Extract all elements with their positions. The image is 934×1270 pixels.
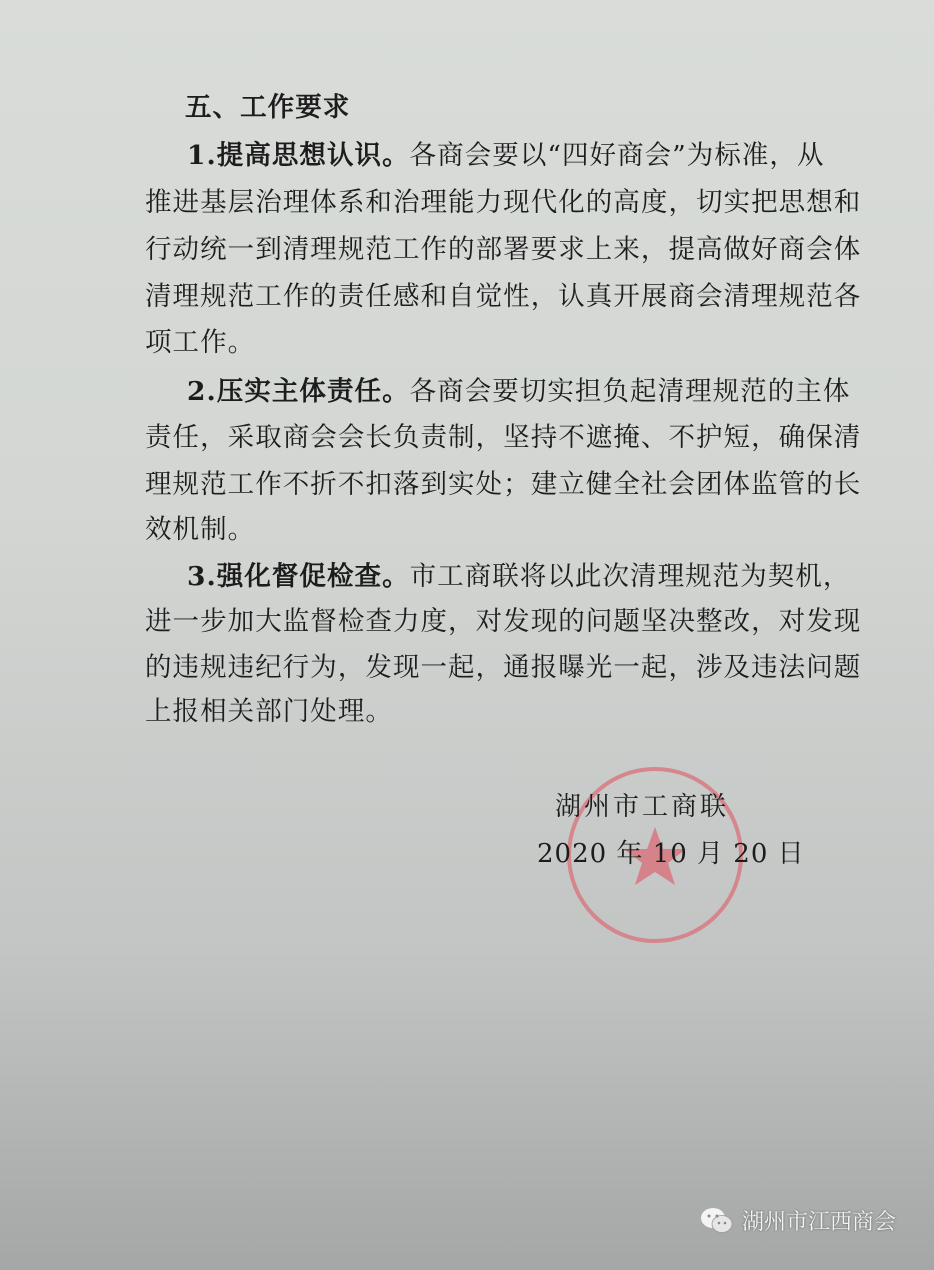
paragraph-2-line-4: 效机制。 [145, 514, 256, 545]
paragraph-2-text: 各商会要切实担负起清理规范的主体 [409, 376, 851, 407]
paragraph-3-line-4: 上报相关部门处理。 [145, 696, 393, 727]
watermark-label: 湖州市江西商会 [742, 1210, 897, 1235]
paragraph-1-line-1 [187, 140, 825, 172]
paragraph-3-text: 市工商联将以此次清理规范为契机， [409, 561, 851, 592]
section-heading: 五、工作要求 [185, 92, 351, 123]
paragraph-2-title: 2.压实主体责任。 [187, 376, 410, 407]
watermark [700, 1205, 896, 1236]
signature-org: 湖州市工商联 [555, 792, 730, 822]
paragraph-1-title: 1.提高思想认识。 [187, 140, 410, 171]
paragraph-1-line-3: 行动统一到清理规范工作的部署要求上来，提高做好商会体 [145, 234, 862, 265]
paragraph-2-line-3: 理规范工作不折不扣落到实处；建立健全社会团体监管的长 [145, 469, 862, 500]
paragraph-3-title: 3.强化督促检查。 [187, 561, 410, 592]
paragraph-1-line-4: 清理规范工作的责任感和自觉性，认真开展商会清理规范各 [145, 281, 862, 312]
paragraph-1-line-5: 项工作。 [145, 327, 256, 358]
paragraph-2-line-2: 责任，采取商会会长负责制，坚持不遮掩、不护短，确保清 [145, 422, 862, 453]
paragraph-3-line-2: 进一步加大监督检查力度，对发现的问题坚决整改，对发现 [145, 606, 862, 637]
paragraph-2-line-1 [187, 376, 850, 408]
wechat-icon [700, 1207, 734, 1235]
paragraph-3-line-3: 的违规违纪行为，发现一起，通报曝光一起，涉及违法问题 [145, 652, 862, 683]
paragraph-3-line-1 [187, 561, 850, 593]
signature-date: 2020 年 10 月 20 日 [537, 839, 805, 869]
paragraph-1-text: 各商会要以“四好商会”为标准，从 [409, 140, 825, 171]
paragraph-1-line-2: 推进基层治理体系和治理能力现代化的高度，切实把思想和 [145, 187, 862, 218]
